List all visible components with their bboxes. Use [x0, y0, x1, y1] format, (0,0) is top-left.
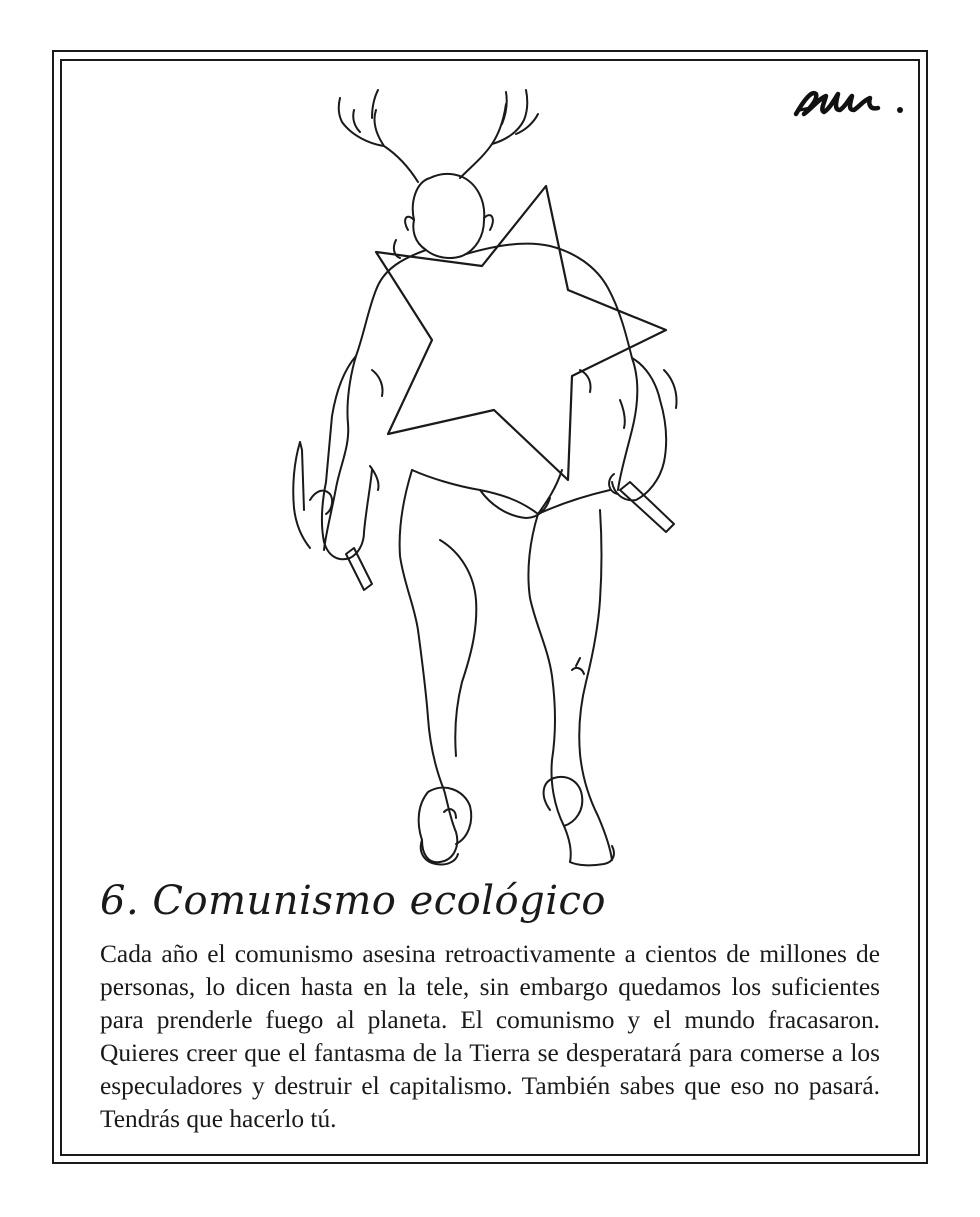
sickle — [293, 442, 372, 590]
antlered-figure-illustration — [280, 70, 720, 870]
left-arm — [322, 356, 372, 559]
card-title: 6. Comunismo ecológico — [100, 878, 606, 924]
torso-outline — [324, 250, 426, 550]
left-leg — [400, 470, 458, 862]
signature-mark — [790, 80, 910, 130]
left-antler — [339, 90, 418, 182]
card-description: Cada año el comunismo asesina retroactivamente a cientos de millones de personas, lo dicen hasta en la tele, sin embargo quedamos los suficientes para prenderle fuego al planeta. El comunismo y el mundo fracasaron. Quieres creer que el fantasma de la Tierra se desperatará para comerse a los especuladores y destruir el capitalismo. También sabes que eso no pasará. Tendrás que hacerlo tú. — [100, 940, 880, 1133]
right-foot — [570, 846, 614, 865]
head — [413, 174, 484, 258]
left-foot — [421, 840, 458, 865]
right-antler — [460, 90, 538, 178]
hips — [412, 470, 562, 518]
star-outline — [376, 186, 666, 480]
